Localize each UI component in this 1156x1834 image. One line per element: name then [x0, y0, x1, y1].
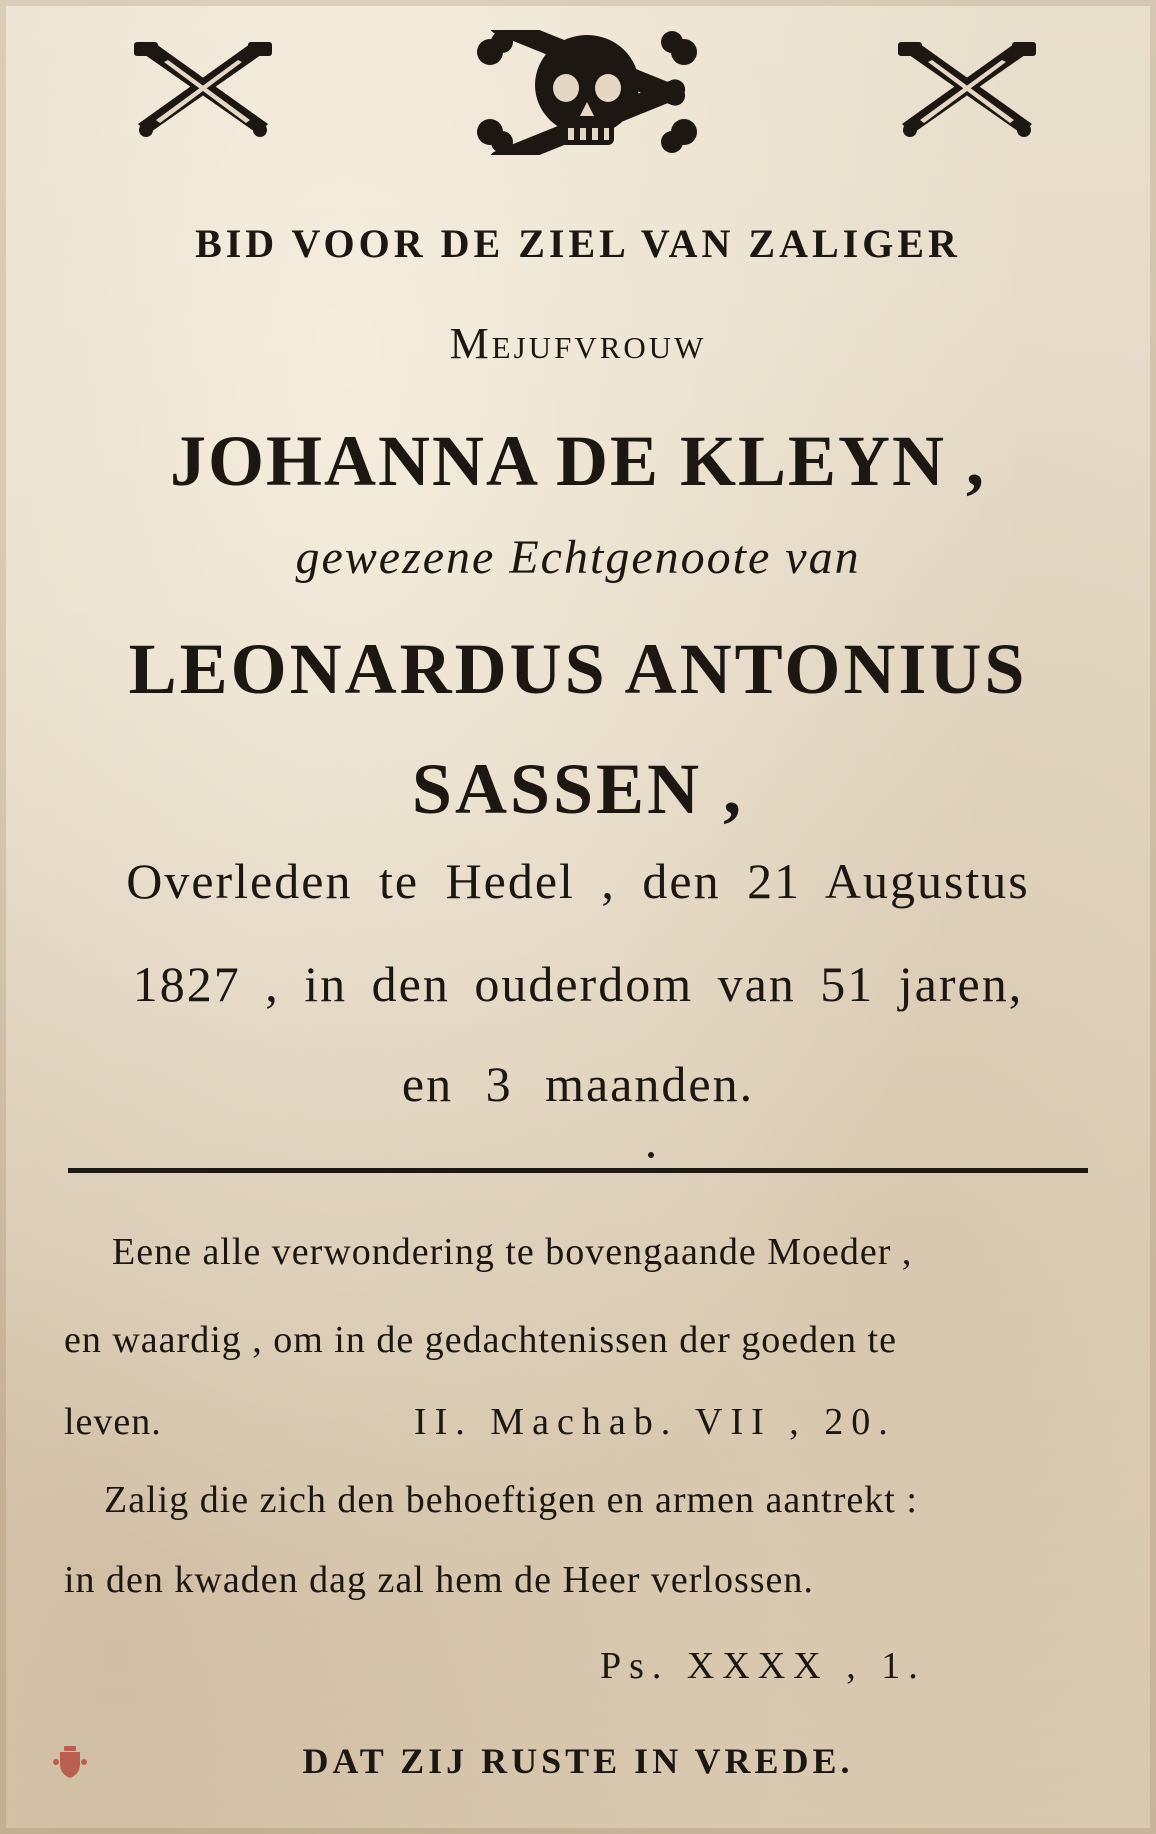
divider-rule — [68, 1168, 1088, 1173]
deceased-title: Mejufvrouw — [449, 319, 707, 368]
divider-dot — [648, 1152, 654, 1158]
verse-1-line-3 — [64, 1400, 1094, 1444]
verse-2-line-2: in den kwaden dag zal hem de Heer verlossen. — [64, 1559, 814, 1601]
death-info-line-2: 1827 , in den ouderdom van 51 jaren, — [132, 956, 1024, 1012]
spouse-intro: gewezene Echtgenoote van — [295, 531, 861, 584]
verse-2-line-1: Zalig die zich den behoeftigen en armen aantrekt : — [104, 1479, 918, 1521]
husband-name-line-1: LEONARDUS ANTONIUS — [128, 629, 1028, 709]
verse-2-reference: Ps. XXXX , 1. — [600, 1645, 926, 1687]
crossed-torches-icon — [892, 40, 1042, 140]
deceased-name: JOHANNA DE KLEYN , — [169, 421, 987, 501]
skull-and-crossbones-icon — [472, 30, 702, 155]
verse-1-reference: II. Machab. VII , 20. — [414, 1401, 896, 1443]
death-info-line-3: en 3 maanden. — [401, 1056, 755, 1112]
verse-1-line-1: Eene alle verwondering te bovengaande Moeder , — [112, 1231, 913, 1273]
verse-1-line-3-text: leven. — [64, 1401, 162, 1443]
prayer-line: BID VOOR DE ZIEL VAN ZALIGER — [195, 221, 961, 266]
husband-name-line-2: SASSEN , — [411, 749, 745, 829]
death-info-line-1: Overleden te Hedel , den 21 Augustus — [126, 853, 1030, 909]
verse-1-line-2: en waardig , om in de gedachtenissen der goeden te — [64, 1319, 897, 1361]
crossed-torches-icon — [128, 40, 278, 140]
closing-blessing: DAT ZIJ RUSTE IN VREDE. — [302, 1741, 854, 1781]
ornament-row — [0, 30, 1156, 160]
